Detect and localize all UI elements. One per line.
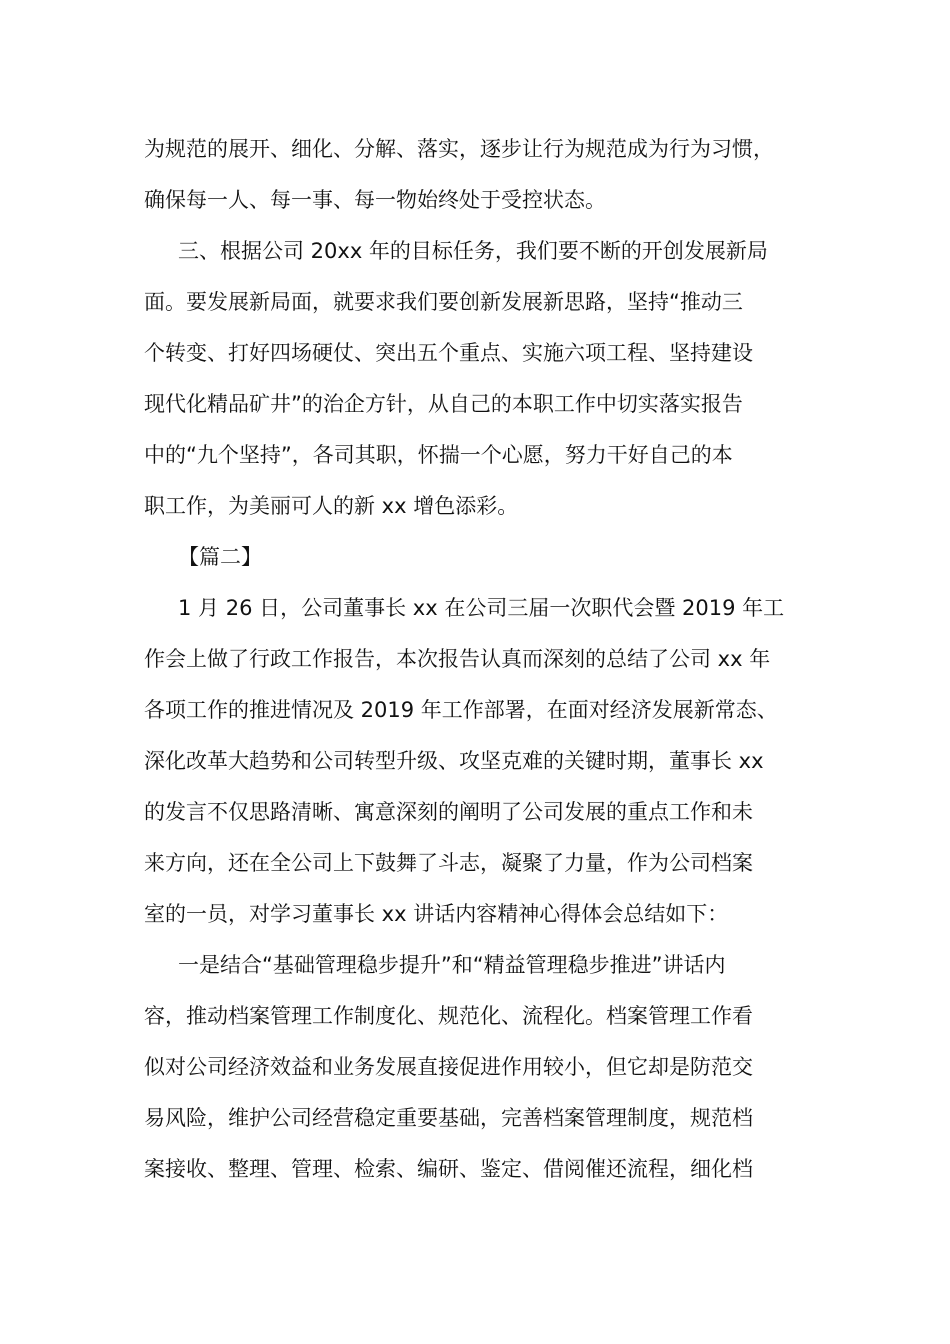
paragraph-line: 中的“九个坚持”，各司其职，怀揣一个心愿，努力干好自己的本 [144,443,733,467]
paragraph-line: 深化改革大趋势和公司转型升级、攻坚克难的关键时期，董事长 xx [144,749,764,773]
paragraph-line: 面。要发展新局面，就要求我们要创新发展新思路，坚持“推动三 [144,290,743,314]
paragraph-line: 的发言不仅思路清晰、寓意深刻的阐明了公司发展的重点工作和未 [144,800,753,824]
paragraph-line: 来方向，还在全公司上下鼓舞了斗志，凝聚了力量，作为公司档案 [144,851,753,875]
paragraph-line: 职工作，为美丽可人的新 xx 增色添彩。 [144,494,519,518]
paragraph-line: 案接收、整理、管理、检索、编研、鉴定、借阅催还流程，细化档 [144,1157,753,1181]
section-heading: 【篇二】 [178,545,262,569]
paragraph-line: 确保每一人、每一事、每一物始终处于受控状态。 [144,188,606,212]
paragraph-line: 易风险，维护公司经营稳定重要基础，完善档案管理制度，规范档 [144,1106,753,1130]
paragraph-line: 室的一员，对学习董事长 xx 讲话内容精神心得体会总结如下： [144,902,729,926]
paragraph-line: 似对公司经济效益和业务发展直接促进作用较小，但它却是防范交 [144,1055,753,1079]
paragraph-line: 一是结合“基础管理稳步提升”和“精益管理稳步推进”讲话内 [178,953,726,977]
document-body [144,124,809,1195]
paragraph-line: 为规范的展开、细化、分解、落实，逐步让行为规范成为行为习惯， [144,137,774,161]
paragraph-line: 三、根据公司 20xx 年的目标任务，我们要不断的开创发展新局 [178,239,768,263]
paragraph-line: 个转变、打好四场硬仗、突出五个重点、实施六项工程、坚持建设 [144,341,753,365]
paragraph-line: 1 月 26 日，公司董事长 xx 在公司三届一次职代会暨 2019 年工 [178,596,785,620]
paragraph-line: 现代化精品矿井”的治企方针，从自己的本职工作中切实落实报告 [144,392,743,416]
paragraph-line: 各项工作的推进情况及 2019 年工作部署，在面对经济发展新常态、 [144,698,778,722]
paragraph-line: 作会上做了行政工作报告，本次报告认真而深刻的总结了公司 xx 年 [144,647,771,671]
paragraph-line: 容，推动档案管理工作制度化、规范化、流程化。档案管理工作看 [144,1004,753,1028]
